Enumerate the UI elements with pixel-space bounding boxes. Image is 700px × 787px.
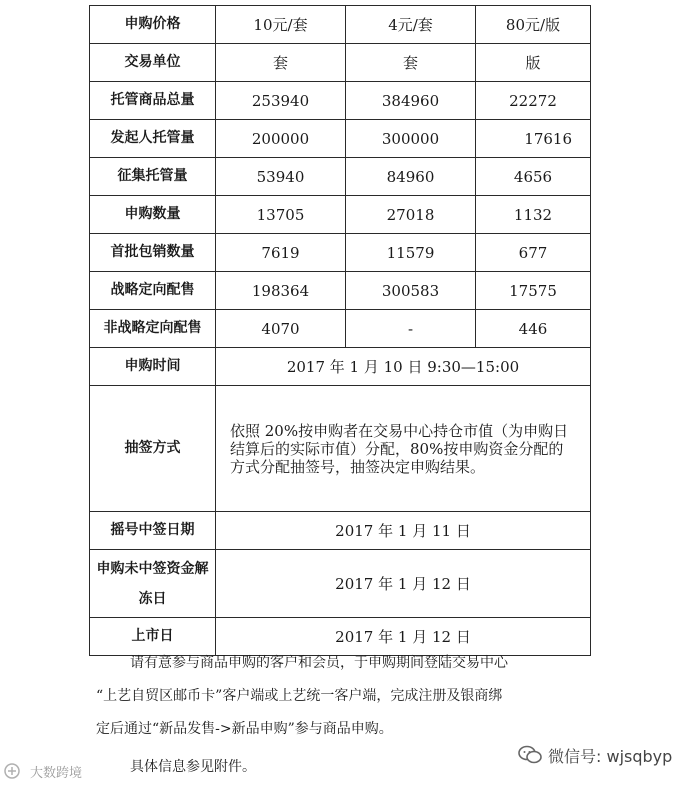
table-cell: 套: [346, 44, 476, 82]
table-cell: 17616: [476, 120, 591, 158]
table-cell: 1132: [476, 196, 591, 234]
row-label: 征集托管量: [90, 158, 216, 196]
table-row: [90, 234, 591, 272]
row-label: 抽签方式: [90, 386, 216, 512]
logo-text: 大数跨境: [30, 765, 83, 781]
row-label: 托管商品总量: [90, 82, 216, 120]
row-label: 摇号中签日期: [90, 512, 216, 550]
row-label: 申购价格: [90, 6, 216, 44]
table-cell: 53940: [216, 158, 346, 196]
table-row: [90, 550, 591, 618]
table-row: [90, 618, 591, 656]
table-cell: 17575: [476, 272, 591, 310]
table-cell: 677: [476, 234, 591, 272]
table-cell: 300583: [346, 272, 476, 310]
table-row: [90, 272, 591, 310]
table-cell: 4070: [216, 310, 346, 348]
subscription-time: 2017 年 1 月 10 日 9:30—15:00: [216, 348, 591, 386]
wechat-watermark: [518, 740, 672, 770]
table-row: [90, 196, 591, 234]
table-cell: 套: [216, 44, 346, 82]
logo-icon: [4, 762, 26, 780]
row-label: 申购时间: [90, 348, 216, 386]
table-cell: 300000: [346, 120, 476, 158]
logo-watermark: [4, 759, 82, 783]
table-cell: 80元/版: [476, 6, 591, 44]
table-row: [90, 512, 591, 550]
table-cell: 版: [476, 44, 591, 82]
row-label: 首批包销数量: [90, 234, 216, 272]
table-row: [90, 348, 591, 386]
table-cell: 253940: [216, 82, 346, 120]
table-cell: 7619: [216, 234, 346, 272]
notice-line-1: 请有意参与商品申购的客户和会员，于申购期间登陆交易中心: [130, 655, 508, 671]
table-cell: 4元/套: [346, 6, 476, 44]
subscription-table: [89, 5, 591, 656]
lottery-description: 依照 20%按申购者在交易中心持仓市值（为申购日结算后的实际市值）分配，80%按申购资金分配的方式分配抽签号，抽签决定申购结果。: [216, 386, 591, 512]
table-cell: 22272: [476, 82, 591, 120]
table-row: [90, 386, 591, 512]
notice-line-4: 具体信息参见附件。: [130, 759, 256, 775]
notice-line-2: “上艺自贸区邮币卡”客户端或上艺统一客户端，完成注册及银商绑: [96, 688, 503, 704]
table-row: [90, 82, 591, 120]
table-cell: 13705: [216, 196, 346, 234]
table-cell: 446: [476, 310, 591, 348]
table-cell: 11579: [346, 234, 476, 272]
table-cell: 384960: [346, 82, 476, 120]
row-label: 非战略定向配售: [90, 310, 216, 348]
row-label: 申购未中签资金解冻日: [90, 550, 216, 618]
wechat-icon: [518, 745, 542, 765]
row-label: 交易单位: [90, 44, 216, 82]
table-cell: 198364: [216, 272, 346, 310]
table-cell: -: [346, 310, 476, 348]
unfreeze-date: 2017 年 1 月 12 日: [216, 550, 591, 618]
table-row: [90, 44, 591, 82]
row-label: 战略定向配售: [90, 272, 216, 310]
table-cell: 200000: [216, 120, 346, 158]
table-row: [90, 310, 591, 348]
draw-date: 2017 年 1 月 11 日: [216, 512, 591, 550]
table-row: [90, 120, 591, 158]
table-cell: 84960: [346, 158, 476, 196]
table-cell: 4656: [476, 158, 591, 196]
table-cell: 27018: [346, 196, 476, 234]
row-label: 申购数量: [90, 196, 216, 234]
notice-line-3: 定后通过“新品发售->新品申购”参与商品申购。: [96, 721, 393, 737]
row-label: 上市日: [90, 618, 216, 656]
listing-date: 2017 年 1 月 12 日: [216, 618, 591, 656]
table-row: [90, 6, 591, 44]
table-cell: 10元/套: [216, 6, 346, 44]
row-label: 发起人托管量: [90, 120, 216, 158]
table-row: [90, 158, 591, 196]
wechat-id: 微信号: wjsqbyp: [548, 746, 673, 766]
